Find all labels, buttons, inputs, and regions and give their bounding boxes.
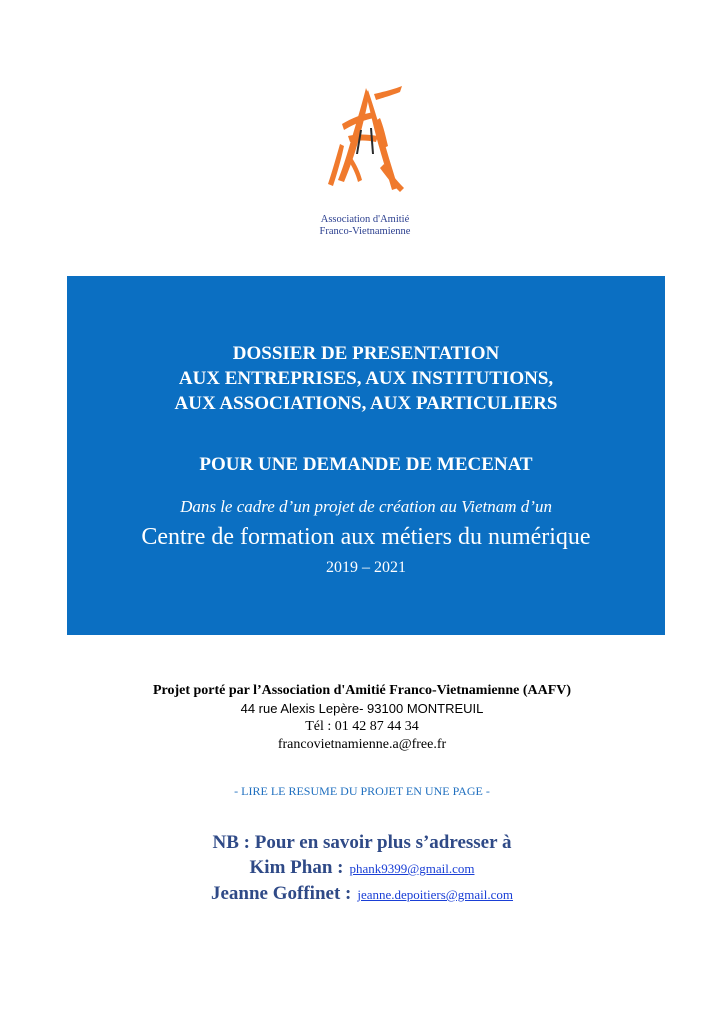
read-summary-link[interactable]: - LIRE LE RESUME DU PROJET EN UNE PAGE - xyxy=(234,784,490,798)
headline-line-2: AUX ENTREPRISES, AUX INSTITUTIONS, xyxy=(178,368,554,389)
aafv-logo-mark xyxy=(322,84,408,209)
logo-caption-line1: Association d'Amitié xyxy=(320,214,410,225)
banner-centre-title: Centre de formation aux métiers du numérique xyxy=(141,524,591,550)
project-carrier: Projet porté par l’Association d'Amitié Franco-Vietnamienne (AAFV) xyxy=(152,683,572,698)
aafv-logo xyxy=(300,84,430,249)
logo-caption-line2: Franco-Vietnamienne xyxy=(319,226,411,237)
headline-line-3: AUX ASSOCIATIONS, AUX PARTICULIERS xyxy=(174,393,558,414)
contact-block xyxy=(0,682,724,754)
nb-title: NB : Pour en savoir plus s’adresser à xyxy=(212,832,512,853)
banner-subhead: POUR UNE DEMANDE DE MECENAT xyxy=(199,454,533,475)
address: 44 rue Alexis Lepère- 93100 MONTREUIL xyxy=(240,701,484,716)
nb-contacts xyxy=(0,830,724,907)
banner-years: 2019 – 2021 xyxy=(326,559,406,576)
nb-person-2 xyxy=(0,881,724,907)
person-2-email-link[interactable]: jeanne.depoitiers@gmail.com xyxy=(357,887,514,902)
person-1-name: Kim Phan : xyxy=(249,857,344,878)
email: francovietnamienne.a@free.fr xyxy=(277,737,447,752)
person-2-name: Jeanne Goffinet : xyxy=(210,883,352,904)
banner-intro: Dans le cadre d’un projet de création au Vietnam d’un xyxy=(180,497,552,516)
headline-line-1: DOSSIER DE PRESENTATION xyxy=(232,343,500,364)
person-1-email-link[interactable]: phank9399@gmail.com xyxy=(349,861,475,876)
banner-headline xyxy=(67,341,665,416)
phone: Tél : 01 42 87 44 34 xyxy=(305,719,419,734)
logo-caption xyxy=(300,214,430,238)
title-banner xyxy=(67,276,665,635)
nb-person-1 xyxy=(0,855,724,881)
